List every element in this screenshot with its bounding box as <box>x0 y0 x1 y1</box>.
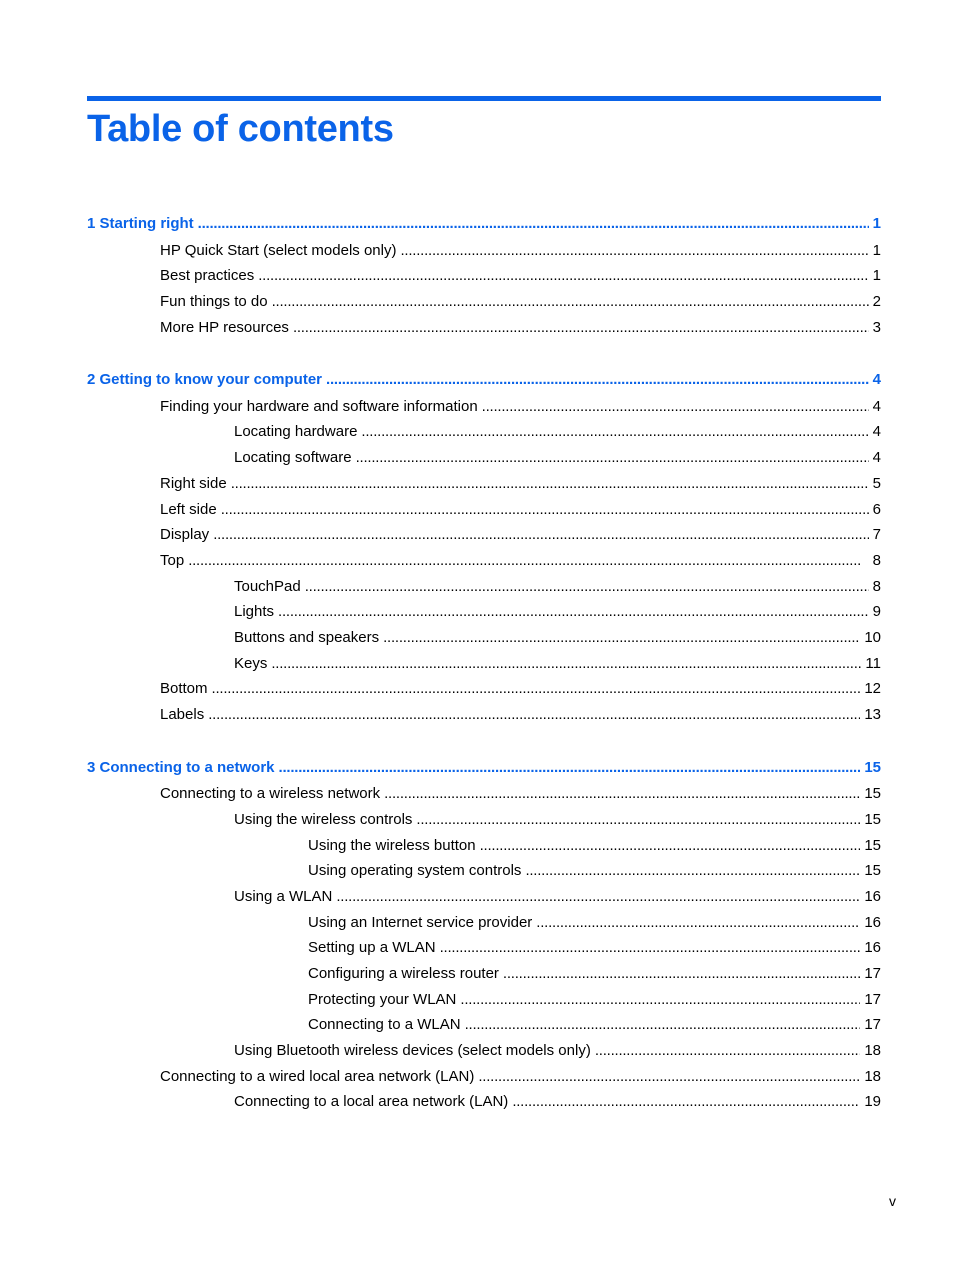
dot-leader <box>279 755 861 780</box>
toc-entry-label: Display <box>160 526 210 544</box>
dot-leader <box>536 910 860 936</box>
dot-leader <box>272 289 869 315</box>
toc-page-number: 17 <box>864 990 881 1008</box>
toc-entry-link[interactable] <box>87 676 881 702</box>
toc-page-number: 8 <box>872 551 881 569</box>
table-of-contents <box>87 211 881 1142</box>
toc-page-number: 15 <box>864 785 881 803</box>
toc-page-number: 15 <box>864 836 881 854</box>
toc-entry-link[interactable] <box>87 781 881 807</box>
dot-leader <box>336 884 860 910</box>
toc-entry-label: Using an Internet service provider <box>308 913 533 931</box>
toc-page-number: 12 <box>864 680 881 698</box>
toc-page-number: 17 <box>864 965 881 982</box>
toc-page-number: 7 <box>872 526 881 544</box>
toc-entry-link[interactable] <box>87 1089 881 1115</box>
toc-entry-link[interactable] <box>87 574 881 600</box>
toc-entry-label: HP Quick Start (select models only) <box>160 241 397 259</box>
dot-leader <box>383 625 860 651</box>
dot-leader <box>293 315 869 341</box>
toc-entry-link[interactable] <box>87 1038 881 1064</box>
toc-entry-link[interactable] <box>87 858 881 884</box>
toc-entry-label: Locating hardware <box>234 423 358 441</box>
toc-entry-link[interactable] <box>87 315 881 341</box>
toc-entry-link[interactable] <box>87 702 881 728</box>
dot-leader <box>480 833 861 859</box>
toc-chapter-title: 3 Connecting to a network <box>87 758 275 776</box>
dot-leader <box>525 858 860 884</box>
toc-page-number: 1 <box>872 267 881 285</box>
toc-entry-link[interactable] <box>87 651 881 677</box>
toc-page-number: 15 <box>864 758 881 776</box>
toc-entry-label: More HP resources <box>160 318 289 336</box>
toc-page-number: 8 <box>872 577 881 595</box>
page-number: v <box>889 1193 896 1209</box>
toc-page-number: 15 <box>864 810 881 828</box>
dot-leader <box>231 471 869 497</box>
toc-page-number: 16 <box>864 913 881 931</box>
toc-entry-label: Finding your hardware and software information <box>160 397 478 415</box>
dot-leader <box>478 1064 860 1090</box>
toc-entry-label: Using a WLAN <box>234 887 333 905</box>
toc-entry-link[interactable] <box>87 833 881 859</box>
dot-leader <box>503 961 860 987</box>
toc-page-number: 18 <box>864 1067 881 1085</box>
toc-entry-label: Using operating system controls <box>308 862 522 880</box>
toc-entry-label: Connecting to a wireless network <box>160 785 381 803</box>
toc-page-number: 17 <box>864 1016 881 1034</box>
toc-page-number: 11 <box>865 654 881 672</box>
page-title: Table of contents <box>87 108 394 150</box>
dot-leader <box>208 702 860 728</box>
toc-page-number: 15 <box>864 862 881 880</box>
toc-page-number: 18 <box>864 1042 881 1060</box>
toc-entry-label: Connecting to a wired local area network (LAN) <box>160 1067 475 1085</box>
toc-chapter <box>87 755 881 1115</box>
dot-leader <box>400 238 868 264</box>
toc-page-number: 10 <box>864 628 881 646</box>
toc-entry-label: Labels <box>160 706 205 723</box>
toc-entry-link[interactable] <box>87 961 881 987</box>
dot-leader <box>356 445 869 471</box>
toc-chapter-link[interactable] <box>87 367 881 392</box>
dot-leader <box>595 1038 860 1064</box>
dot-leader <box>460 987 860 1013</box>
toc-page-number: 6 <box>872 500 881 518</box>
toc-page-number: 2 <box>872 292 881 310</box>
toc-entry-link[interactable] <box>87 1064 881 1090</box>
toc-entry-label: Right side <box>160 474 227 492</box>
toc-page-number: 4 <box>872 397 881 415</box>
dot-leader <box>465 1012 861 1038</box>
toc-entry-label: Configuring a wireless router <box>308 965 499 982</box>
toc-entry-link[interactable] <box>87 910 881 936</box>
dot-leader <box>213 522 868 548</box>
toc-chapter <box>87 211 881 340</box>
toc-entry-label: Lights <box>234 603 275 621</box>
toc-page-number: 16 <box>864 887 881 905</box>
toc-entry-link[interactable] <box>87 238 881 264</box>
toc-entry-label: Protecting your WLAN <box>308 990 457 1008</box>
dot-leader <box>440 935 861 961</box>
toc-entry-label: Top <box>160 551 185 569</box>
toc-entry-link[interactable] <box>87 987 881 1013</box>
toc-page-number: 4 <box>872 371 881 389</box>
toc-entry-label: Connecting to a local area network (LAN) <box>234 1093 509 1111</box>
dot-leader <box>271 651 861 677</box>
toc-page-number: 13 <box>864 706 881 723</box>
dot-leader <box>482 394 869 420</box>
toc-entry-label: Using the wireless controls <box>234 810 413 828</box>
toc-chapter-title: 1 Starting right <box>87 215 194 232</box>
toc-entry-link[interactable] <box>87 497 881 523</box>
toc-entry-label: Keys <box>234 654 268 672</box>
dot-leader <box>258 263 868 289</box>
dot-leader <box>305 574 869 600</box>
toc-entry-link[interactable] <box>87 1012 881 1038</box>
dot-leader <box>278 599 869 625</box>
toc-entry-link[interactable] <box>87 419 881 445</box>
toc-entry-link[interactable] <box>87 807 881 833</box>
toc-entry-label: Left side <box>160 500 217 518</box>
toc-entry-link[interactable] <box>87 394 881 420</box>
toc-entry-label: Buttons and speakers <box>234 628 380 646</box>
dot-leader <box>384 781 860 807</box>
toc-entry-label: TouchPad <box>234 577 301 595</box>
dot-leader <box>221 497 869 523</box>
toc-page-number: 16 <box>864 939 881 957</box>
dot-leader <box>198 211 869 236</box>
dot-leader <box>512 1089 860 1115</box>
toc-entry-link[interactable] <box>87 884 881 910</box>
toc-entry-link[interactable] <box>87 289 881 315</box>
toc-page-number: 9 <box>872 603 881 621</box>
toc-chapter-title: 2 Getting to know your computer <box>87 371 323 389</box>
toc-entry-label: Locating software <box>234 449 352 467</box>
toc-chapter <box>87 367 881 727</box>
dot-leader <box>212 676 861 702</box>
toc-entry-link[interactable] <box>87 625 881 651</box>
toc-chapter-link[interactable] <box>87 211 881 236</box>
toc-page-number: 4 <box>872 449 881 467</box>
toc-page-number: 19 <box>864 1093 881 1111</box>
toc-entry-label: Best practices <box>160 267 255 285</box>
toc-page-number: 3 <box>872 318 881 336</box>
dot-leader <box>326 367 869 392</box>
title-rule <box>87 96 881 101</box>
dot-leader <box>416 807 860 833</box>
toc-entry-link[interactable] <box>87 471 881 497</box>
toc-entry-link[interactable] <box>87 263 881 289</box>
toc-entry-link[interactable] <box>87 445 881 471</box>
toc-entry-label: Using Bluetooth wireless devices (select models only) <box>234 1042 591 1060</box>
toc-entry-label: Fun things to do <box>160 292 268 310</box>
toc-chapter-link[interactable] <box>87 755 881 780</box>
toc-page-number: 5 <box>872 474 881 492</box>
toc-entry-link[interactable] <box>87 935 881 961</box>
toc-entry-link[interactable] <box>87 548 881 574</box>
toc-page-number: 4 <box>872 423 881 441</box>
toc-entry-label: Bottom <box>160 680 208 698</box>
dot-leader <box>188 548 868 574</box>
toc-page-number: 1 <box>872 241 881 259</box>
toc-page-number: 1 <box>872 215 881 232</box>
toc-entry-label: Connecting to a WLAN <box>308 1016 461 1034</box>
toc-entry-link[interactable] <box>87 522 881 548</box>
toc-entry-label: Using the wireless button <box>308 836 476 854</box>
toc-entry-label: Setting up a WLAN <box>308 939 436 957</box>
toc-entry-link[interactable] <box>87 599 881 625</box>
dot-leader <box>361 419 868 445</box>
